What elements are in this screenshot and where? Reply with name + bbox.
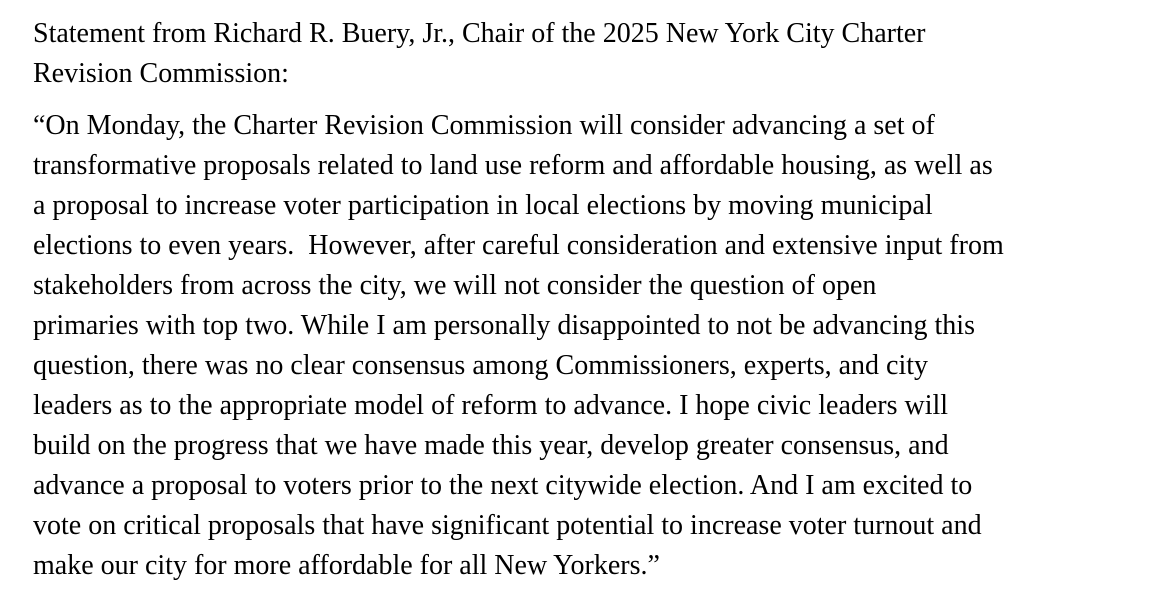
quote-line: “On Monday, the Charter Revision Commission will consider advancing a set of	[33, 110, 935, 141]
quote-line: transformative proposals related to land use reform and affordable housing, as well as	[33, 150, 993, 181]
heading-line: Statement from Richard R. Buery, Jr., Chair of the 2025 New York City Charter	[33, 18, 926, 49]
quote-line: elections to even years. However, after careful consideration and extensive input from	[33, 230, 1004, 261]
heading-line: Revision Commission:	[33, 58, 289, 89]
quote-line: a proposal to increase voter participation in local elections by moving municipal	[33, 190, 933, 221]
statement-document	[33, 14, 1158, 586]
quote-line: make our city for more affordable for all New Yorkers.”	[33, 550, 660, 581]
quote-line: advance a proposal to voters prior to the next citywide election. And I am excited to	[33, 470, 973, 501]
quote-line: build on the progress that we have made this year, develop greater consensus, and	[33, 430, 949, 461]
quote-line: question, there was no clear consensus among Commissioners, experts, and city	[33, 350, 929, 381]
quote-line: stakeholders from across the city, we will not consider the question of open	[33, 270, 877, 301]
quote-line: leaders as to the appropriate model of reform to advance. I hope civic leaders will	[33, 390, 949, 421]
quote-line: primaries with top two. While I am personally disappointed to not be advancing this	[33, 310, 975, 341]
statement-quote	[33, 106, 1158, 586]
statement-heading	[33, 14, 1158, 94]
quote-line: vote on critical proposals that have significant potential to increase voter turnout and	[33, 510, 982, 541]
